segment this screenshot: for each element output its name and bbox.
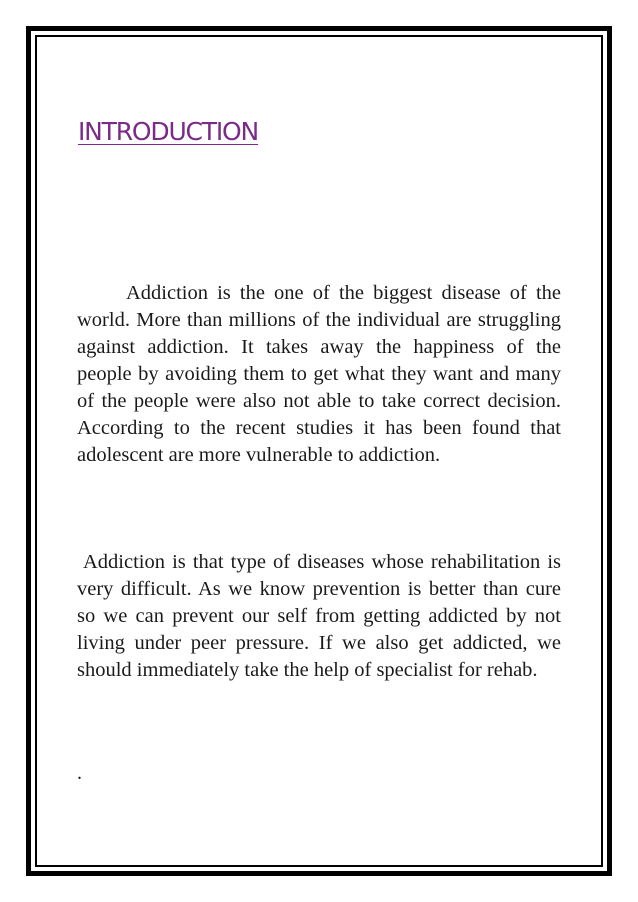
paragraph-intro: Addiction is the one of the biggest disease of the world. More than millions of the individual are struggling against addiction. It takes away the happiness of the people by avoiding them to get what they want and many of the people were also not able to take correct decision. According to the recent studies it has been found that adolescent are more vulnerable to addiction.: [77, 282, 561, 466]
paragraph-prevention: Addiction is that type of diseases whose rehabilitation is very difficult. As we know prevention is better than cure so we can prevent our self from getting addicted by not living under peer pressure. If we also get addicted, we should immediately take the help of specialist for rehab.: [77, 551, 561, 681]
stray-mark: .: [77, 762, 82, 784]
page-title: INTRODUCTION: [78, 117, 259, 146]
